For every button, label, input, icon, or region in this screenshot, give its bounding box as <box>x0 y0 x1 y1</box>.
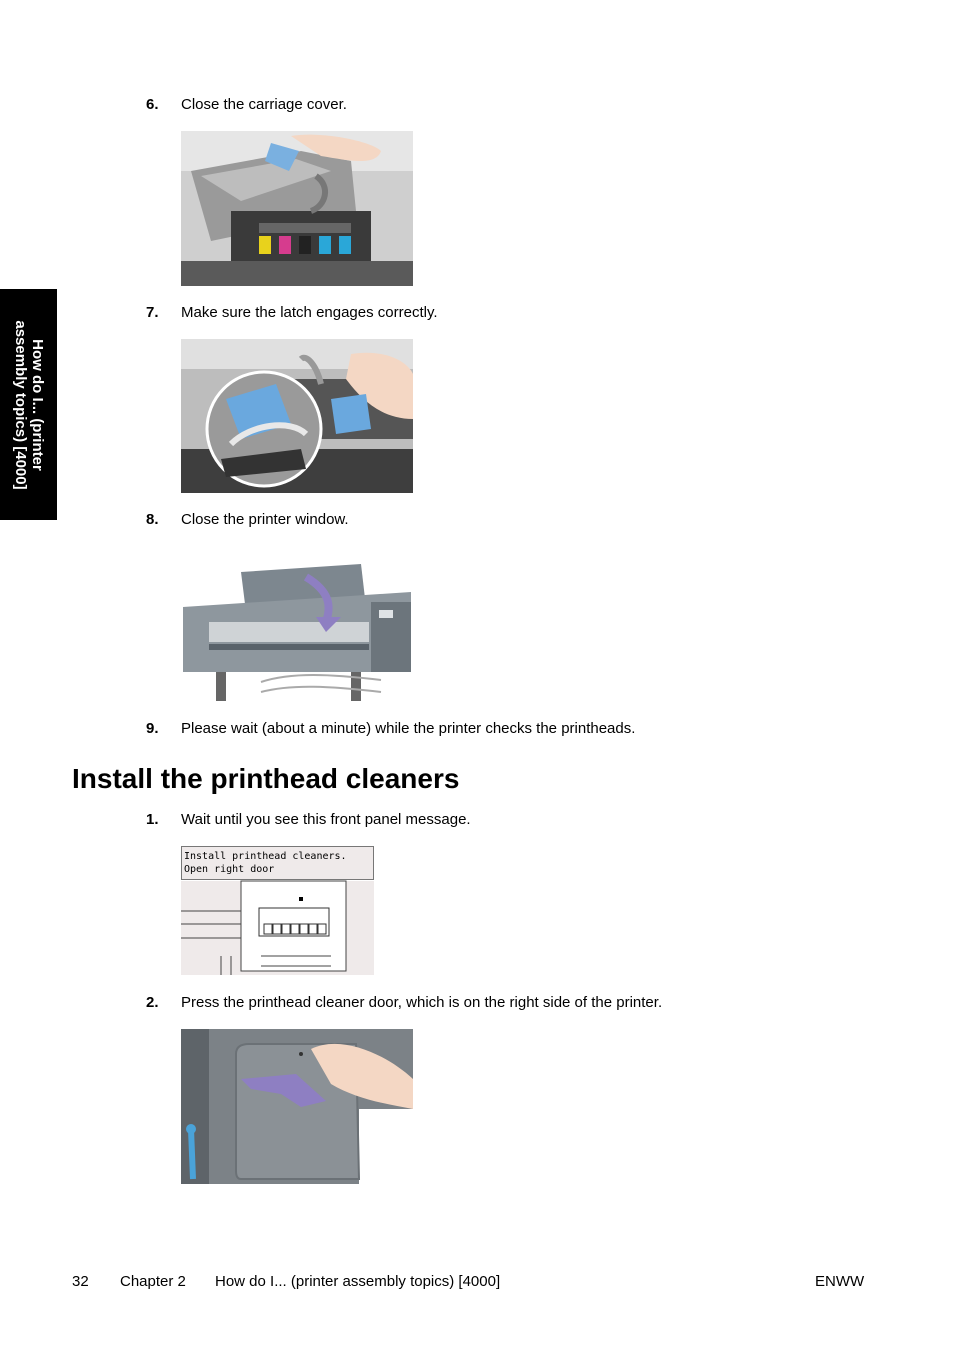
step-text: Close the carriage cover. <box>181 96 347 113</box>
step-number: 1. <box>146 811 159 828</box>
step-text: Press the printhead cleaner door, which is on the right side of the printer. <box>181 994 663 1011</box>
step-number: 7. <box>146 304 159 321</box>
footer-page-number: 32 <box>72 1273 89 1290</box>
chapter-side-tab <box>0 289 57 520</box>
side-tab-line-1: How do I... (printer <box>28 338 46 471</box>
step-number: 8. <box>146 511 159 528</box>
footer-chapter-title: How do I... (printer assembly topics) [4000] <box>215 1273 501 1290</box>
section-heading: Install the printhead cleaners <box>72 763 460 794</box>
step-text: Close the printer window. <box>181 511 349 528</box>
step-number: 6. <box>146 96 159 113</box>
footer-chapter: Chapter 2 <box>120 1273 186 1290</box>
step-text: Make sure the latch engages correctly. <box>181 304 438 321</box>
step-text: Please wait (about a minute) while the printer checks the printheads. <box>181 720 636 737</box>
figure-close-carriage-cover <box>181 131 413 286</box>
figure-front-panel-message <box>181 846 374 975</box>
figure-close-printer-window <box>181 562 413 701</box>
front-panel-line-2: Open right door <box>184 864 275 875</box>
side-tab-line-2: assembly topics) [4000] <box>11 319 29 490</box>
step-text: Wait until you see this front panel message. <box>181 811 471 828</box>
step-number: 9. <box>146 720 159 737</box>
figure-latch-engages <box>181 339 413 493</box>
chapter-side-tab-label <box>12 289 46 520</box>
step-number: 2. <box>146 994 159 1011</box>
figure-press-cleaner-door <box>181 1029 413 1184</box>
front-panel-line-1: Install printhead cleaners. <box>184 851 347 862</box>
footer-enww-label: ENWW <box>815 1273 865 1290</box>
